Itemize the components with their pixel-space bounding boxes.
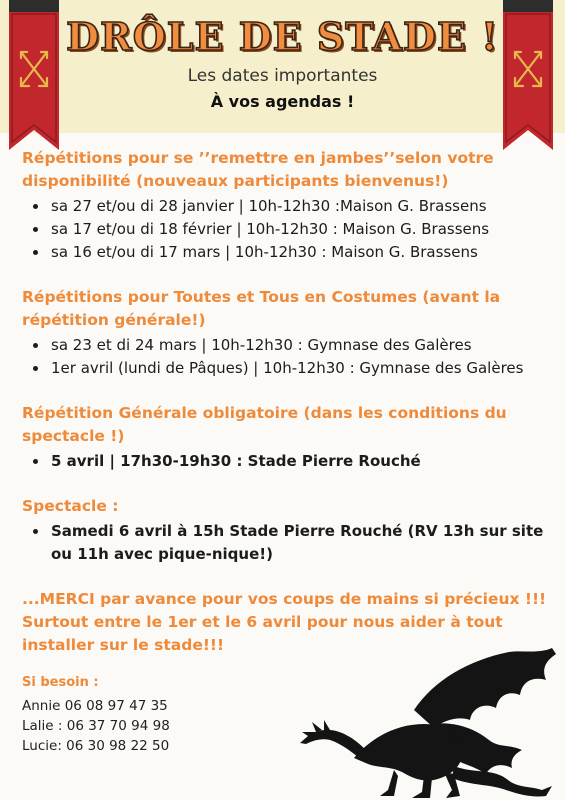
section-show	[22, 495, 552, 566]
contact-line: Annie 06 08 97 47 35	[22, 698, 168, 714]
date-list	[22, 520, 552, 566]
list-item: sa 17 et/ou di 18 février | 10h-12h30 : Maison G. Brassens	[51, 218, 552, 241]
thanks-message: ...MERCI par avance pour vos coups de mains si précieux !!! Surtout entre le 1er et le 6 avril pour nous aider à tout installer sur le stade!!!	[22, 590, 547, 654]
list-item: sa 16 et/ou di 17 mars | 10h-12h30 : Maison G. Brassens	[51, 241, 552, 264]
list-item: 5 avril | 17h30-19h30 : Stade Pierre Rouché	[51, 450, 552, 473]
section-heading: Spectacle :	[22, 497, 119, 515]
contact-line: Lalie : 06 37 70 94 98	[22, 718, 170, 734]
list-item: Samedi 6 avril à 15h Stade Pierre Rouché (RV 13h sur site ou 11h avec pique-nique!)	[51, 520, 552, 566]
section-warmup-rehearsals	[22, 147, 552, 264]
contact-line: Lucie: 06 30 98 22 50	[22, 738, 170, 754]
section-heading: Répétitions pour Toutes et Tous en Costumes (avant la répétition générale!)	[22, 288, 501, 329]
agenda-callout: À vos agendas !	[210, 92, 355, 111]
page-subtitle: Les dates importantes	[187, 66, 378, 86]
date-list	[22, 450, 552, 473]
list-item: sa 27 et/ou di 28 janvier | 10h-12h30 :Maison G. Brassens	[51, 195, 552, 218]
list-item: 1er avril (lundi de Pâques) | 10h-12h30 : Gymnase des Galères	[51, 357, 552, 380]
dragon-silhouette	[294, 640, 559, 800]
section-costume-rehearsals	[22, 286, 552, 380]
section-heading: Répétitions pour se ’’remettre en jambes’’selon votre disponibilité (nouveaux participants bienvenus!)	[22, 149, 494, 190]
section-heading: Répétition Générale obligatoire (dans les conditions du spectacle !)	[22, 404, 507, 445]
page-title: DRÔLE DE STADE !	[66, 14, 499, 59]
section-dress-rehearsal	[22, 402, 552, 473]
date-list	[22, 334, 552, 380]
list-item: sa 23 et di 24 mars | 10h-12h30 : Gymnase des Galères	[51, 334, 552, 357]
date-list	[22, 195, 552, 264]
contacts-title: Si besoin :	[22, 675, 99, 690]
